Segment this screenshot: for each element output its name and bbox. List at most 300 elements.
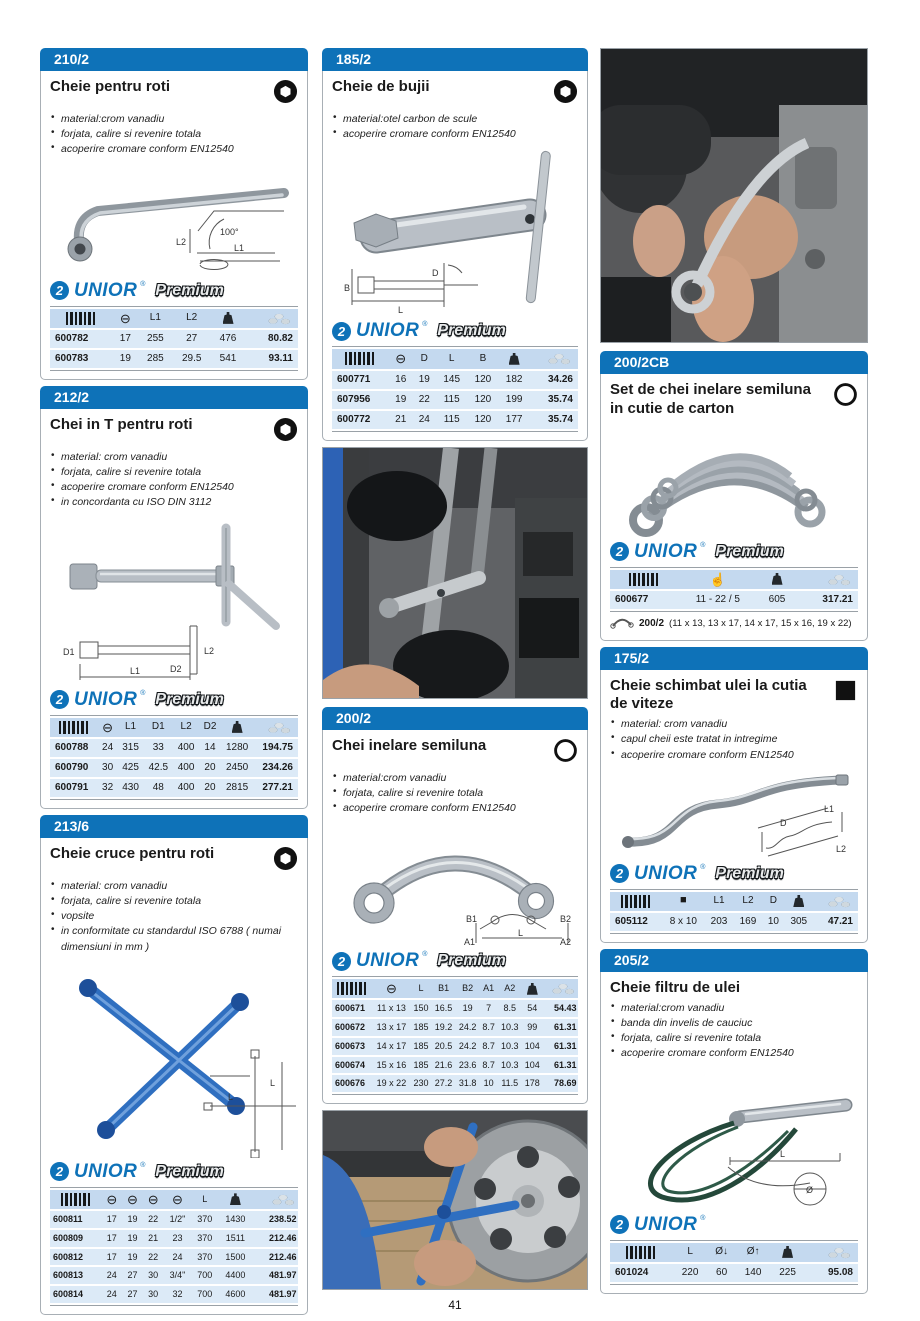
table-cell: 370 [191, 1211, 218, 1228]
feature-item: • forjata, calire si revenire totala [610, 1031, 858, 1046]
table-cell: 600673 [332, 1038, 372, 1055]
section-code: 175/2 [614, 649, 650, 666]
table-cell: 277.21 [253, 779, 298, 797]
feature-item: • material: crom vanadiu [50, 450, 298, 465]
feature-list [50, 112, 298, 158]
table-header-cell [662, 892, 704, 911]
table-cell: 600811 [50, 1211, 101, 1228]
registered-mark: ® [140, 280, 146, 288]
premium-wordmark: Premium [715, 864, 784, 882]
table-cell: 8.7 [480, 1057, 498, 1074]
table-cell: 24 [101, 1286, 122, 1303]
table-cell: 203 [705, 913, 734, 931]
table-cell: 1511 [218, 1230, 252, 1247]
product-title: Cheie schimbat ulei la cutia de viteze [610, 676, 807, 713]
table-header-cell [245, 309, 298, 328]
table-cell: 8 x 10 [662, 913, 704, 931]
table-cell: 255 [138, 330, 172, 348]
table-cell: 145 [436, 371, 467, 389]
table-cell: 31.8 [456, 1075, 480, 1092]
product-title: Cheie filtru de ulei [610, 978, 741, 996]
diagram-label: L [780, 1148, 786, 1159]
hex-icon: ⊖ [127, 1191, 138, 1207]
diagram-label: B1 [466, 914, 478, 925]
table-cell: 17 [101, 1249, 122, 1266]
feature-list [332, 112, 578, 142]
unior-wordmark: UNIOR [634, 1213, 698, 1235]
table-cell: 32 [98, 779, 118, 797]
table-header-cell: L2 [734, 892, 763, 911]
hex-socket-icon [553, 79, 578, 109]
table-header-row [610, 1243, 858, 1262]
feature-list [332, 771, 578, 817]
table-cell: 22 [413, 391, 437, 409]
table-cell: 212.46 [253, 1230, 298, 1247]
premium-wordmark: Premium [155, 690, 224, 708]
table-cell: 234.26 [253, 759, 298, 777]
diagram-label: L [228, 1091, 234, 1102]
table-cell: 600790 [50, 759, 98, 777]
table-cell: 600674 [332, 1057, 372, 1074]
diagram-label: D2 [170, 663, 182, 674]
set-reference: 200/2 [639, 618, 665, 630]
table-row [332, 1000, 578, 1017]
feature-item: • acoperire cromare conform EN12540 [50, 142, 298, 157]
table-cell: 605 [759, 591, 796, 609]
table-row [332, 1019, 578, 1036]
table-cell: 120 [467, 371, 498, 389]
table-cell: 48 [144, 779, 173, 797]
table-row [50, 330, 298, 348]
table-row [332, 1038, 578, 1055]
table-cell: 17 [101, 1230, 122, 1247]
product-title: Chei in T pentru roti [50, 415, 193, 433]
table-header-cell [610, 1243, 673, 1262]
unior-premium-logo [332, 320, 578, 342]
section-code-bar [322, 48, 588, 71]
table-cell: 600809 [50, 1230, 101, 1247]
feature-item: • acoperire cromare conform EN12540 [332, 801, 578, 816]
table-cell: 8.5 [498, 1000, 522, 1017]
table-cell: 8.7 [480, 1019, 498, 1036]
premium-wordmark: Premium [155, 1162, 224, 1180]
barcode-icon [337, 982, 367, 995]
hex-socket-icon [273, 846, 298, 876]
diagram-label: D1 [63, 646, 75, 657]
spec-table [610, 567, 858, 612]
table-header-cell: D [413, 349, 437, 368]
table-header-cell: L1 [138, 309, 172, 328]
table-cell: 61.31 [543, 1038, 578, 1055]
table-row [50, 779, 298, 797]
unior-wordmark: UNIOR [74, 688, 138, 710]
feature-item: • material:crom vanadiu [610, 1001, 858, 1016]
table-cell: 541 [211, 350, 245, 368]
page-number: 41 [448, 1298, 462, 1313]
middle-column [322, 48, 588, 1312]
table-cell: 400 [173, 739, 199, 757]
spec-table [610, 889, 858, 934]
table-cell: 22 [143, 1249, 164, 1266]
table-cell: 10.3 [498, 1019, 522, 1036]
table-cell: 425 [117, 759, 143, 777]
table-cell: 8.7 [480, 1038, 498, 1055]
feature-item: • capul cheii este tratat in intregime [610, 732, 858, 747]
table-cell: 30 [143, 1286, 164, 1303]
table-header-cell [50, 1190, 101, 1209]
table-header-cell: L [410, 979, 431, 998]
table-header-cell: D [762, 892, 784, 911]
table-cell: 16 [389, 371, 413, 389]
hex-icon: ⊖ [172, 1191, 183, 1207]
table-cell: 47.21 [813, 913, 858, 931]
premium-wordmark: Premium [715, 542, 784, 560]
table-header-cell [143, 1190, 164, 1209]
table-cell: 27.2 [432, 1075, 456, 1092]
table-header-cell [253, 718, 298, 737]
table-cell: 27 [172, 330, 210, 348]
feature-item: • acoperire cromare conform EN12540 [50, 480, 298, 495]
diagram-label: L2 [836, 843, 847, 854]
table-header-cell [610, 570, 677, 589]
table-cell: 99 [522, 1019, 543, 1036]
photo-wheel-cross-wrench [322, 1110, 588, 1290]
barcode-icon [66, 312, 96, 325]
table-cell: 317.21 [795, 591, 858, 609]
table-cell: 11.5 [498, 1075, 522, 1092]
table-cell: 178 [522, 1075, 543, 1092]
table-cell: 481.97 [253, 1267, 298, 1284]
table-header-cell [372, 979, 410, 998]
table-cell: 61.31 [543, 1057, 578, 1074]
table-cell: 19 [456, 1000, 480, 1017]
table-header-cell: B [467, 349, 498, 368]
coins-icon [546, 352, 573, 365]
table-cell: 1430 [218, 1211, 252, 1228]
left-column [40, 48, 308, 1321]
diagram-label: L1 [824, 803, 835, 814]
section-code: 205/2 [614, 951, 650, 968]
table-cell: 600772 [332, 411, 389, 429]
spec-table [50, 306, 298, 371]
table-cell: 220 [673, 1264, 707, 1282]
table-header-row [610, 892, 858, 911]
table-row [50, 1267, 298, 1284]
table-cell: 42.5 [144, 759, 173, 777]
table-cell: 182 [499, 371, 530, 389]
table-header-cell [112, 309, 138, 328]
table-cell: 21.6 [432, 1057, 456, 1074]
table-cell: 600813 [50, 1267, 101, 1284]
table-header-cell [610, 892, 662, 911]
table-cell: 19 [389, 391, 413, 409]
feature-item: • forjata, calire si revenire totala [50, 465, 298, 480]
photo-engine-spark-plug-wrench [322, 447, 588, 699]
feature-item: • acoperire cromare conform EN12540 [610, 748, 858, 763]
diagram-label: L2 [176, 236, 187, 247]
table-cell: 150 [410, 1000, 431, 1017]
table-cell: 19 [122, 1249, 143, 1266]
feature-item: • vopsite [50, 909, 298, 924]
section-code-bar [600, 647, 868, 670]
feature-item: • in conformitate cu standardul ISO 6788 ( numai dimensiuni in mm ) [50, 924, 298, 954]
table-header-cell [759, 570, 796, 589]
diagram-label: B [344, 283, 351, 294]
product-image-wrench-set [610, 422, 858, 538]
spec-table [610, 1240, 858, 1285]
premium-wordmark: Premium [155, 281, 224, 299]
table-cell: 370 [191, 1249, 218, 1266]
table-cell: 23 [164, 1230, 192, 1247]
table-cell: 2450 [221, 759, 254, 777]
table-cell: 19 [122, 1230, 143, 1247]
table-header-row [332, 349, 578, 368]
coins-icon [826, 573, 853, 586]
diagram-label: B2 [560, 914, 572, 925]
feature-item: • forjata, calire si revenire totala [50, 127, 298, 142]
product-card-200-2 [322, 707, 588, 1105]
table-header-cell [543, 979, 578, 998]
table-header-cell [211, 309, 245, 328]
table-header-row [332, 979, 578, 998]
table-cell: 19 x 22 [372, 1075, 410, 1092]
table-cell: 430 [117, 779, 143, 797]
table-cell: 115 [436, 411, 467, 429]
table-cell: 14 [199, 739, 221, 757]
section-code-bar [40, 815, 308, 838]
spec-table [332, 346, 578, 431]
section-code-bar [322, 707, 588, 730]
table-cell: 3/4" [164, 1267, 192, 1284]
table-cell: 600676 [332, 1075, 372, 1092]
table-header-cell [805, 1243, 858, 1262]
table-row [332, 371, 578, 389]
feature-item: • material: crom vanadiu [610, 717, 858, 732]
unior-logo-icon: 2 [610, 1215, 629, 1234]
registered-mark: ® [422, 951, 428, 959]
barcode-icon [626, 1246, 656, 1259]
table-header-cell: Ø↑ [736, 1243, 770, 1262]
table-cell: 607956 [332, 391, 389, 409]
table-cell: 19 [413, 371, 437, 389]
table-cell: 4600 [218, 1286, 252, 1303]
table-header-cell: A1 [480, 979, 498, 998]
barcode-icon [621, 895, 651, 908]
table-header-cell [530, 349, 578, 368]
barcode-icon [61, 1193, 91, 1206]
table-cell: 27 [122, 1267, 143, 1284]
table-cell: 185 [410, 1038, 431, 1055]
table-cell: 140 [736, 1264, 770, 1282]
section-code-bar [40, 386, 308, 409]
table-header-cell: L2 [172, 309, 210, 328]
table-cell: 95.08 [805, 1264, 858, 1282]
table-cell: 23.6 [456, 1057, 480, 1074]
table-cell: 601024 [610, 1264, 673, 1282]
table-header-cell: L [436, 349, 467, 368]
hex-icon: ⊖ [119, 310, 131, 326]
diagram-label: L [518, 928, 524, 939]
table-cell: 24 [101, 1267, 122, 1284]
feature-list [50, 879, 298, 955]
unior-wordmark: UNIOR [634, 540, 698, 562]
table-header-cell: B2 [456, 979, 480, 998]
table-header-row [610, 570, 858, 589]
section-code: 212/2 [54, 388, 90, 405]
square-icon: ■ [680, 894, 687, 907]
table-cell: 177 [499, 411, 530, 429]
weight-icon [527, 983, 538, 995]
table-row [50, 350, 298, 368]
coins-icon [826, 895, 853, 908]
product-image-t-wrench [50, 514, 298, 686]
hex-icon: ⊖ [102, 719, 114, 735]
premium-wordmark: Premium [437, 952, 506, 970]
weight-icon [223, 312, 234, 324]
diagram-label: L [398, 305, 404, 316]
table-cell: 600771 [332, 371, 389, 389]
product-card-213-6 [40, 815, 308, 1315]
table-cell: 33 [144, 739, 173, 757]
feature-list [50, 450, 298, 511]
weight-icon [509, 353, 520, 365]
section-code: 213/6 [54, 817, 90, 834]
diagram-label: 100° [220, 226, 239, 237]
table-header-cell: L1 [117, 718, 143, 737]
table-cell: 24 [413, 411, 437, 429]
registered-mark: ® [140, 1161, 146, 1169]
unior-premium-logo [50, 280, 298, 302]
table-cell: 17 [101, 1211, 122, 1228]
unior-premium-logo [332, 950, 578, 972]
product-card-200-2cb [600, 351, 868, 641]
table-cell: 212.46 [253, 1249, 298, 1266]
product-image-oil-filter-wrench [610, 1065, 858, 1211]
weight-icon [232, 721, 243, 733]
weight-icon [782, 1246, 793, 1258]
table-header-cell [122, 1190, 143, 1209]
table-cell: 30 [143, 1267, 164, 1284]
table-header-cell [218, 1190, 252, 1209]
table-row [332, 411, 578, 429]
table-row [50, 739, 298, 757]
table-cell: 29.5 [172, 350, 210, 368]
registered-mark: ® [422, 321, 428, 329]
unior-logo [610, 1214, 858, 1236]
table-cell: 1/2" [164, 1211, 192, 1228]
table-cell: 10 [762, 913, 784, 931]
feature-list [610, 717, 858, 763]
product-image-cross-wrench [50, 958, 298, 1158]
table-header-cell: L2 [173, 718, 199, 737]
table-cell: 61.31 [543, 1019, 578, 1036]
table-row [50, 759, 298, 777]
set-wrench-icon [610, 616, 634, 632]
diagram-label: A1 [464, 937, 476, 948]
table-cell: 20.5 [432, 1038, 456, 1055]
section-code: 200/2CB [614, 354, 670, 370]
product-title: Cheie de bujii [332, 78, 430, 95]
feature-item: • material: crom vanadiu [50, 879, 298, 894]
hex-socket-icon [273, 417, 298, 447]
table-cell: 600671 [332, 1000, 372, 1017]
table-header-cell [332, 979, 372, 998]
table-cell: 315 [117, 739, 143, 757]
table-header-cell [98, 718, 118, 737]
product-card-212-2 [40, 386, 308, 809]
table-row [332, 1075, 578, 1092]
table-cell: 93.11 [245, 350, 298, 368]
table-cell: 24 [98, 739, 118, 757]
feature-item: • material:crom vanadiu [50, 112, 298, 127]
table-cell: 2815 [221, 779, 254, 797]
table-cell: 370 [191, 1230, 218, 1247]
table-cell: 30 [98, 759, 118, 777]
product-card-185-2 [322, 48, 588, 441]
hex-icon: ⊖ [106, 1191, 118, 1207]
feature-item: • forjata, calire si revenire totala [332, 786, 578, 801]
table-cell: 238.52 [253, 1211, 298, 1228]
table-header-cell: Ø↓ [707, 1243, 736, 1262]
table-cell: 20 [199, 779, 221, 797]
table-header-cell [795, 570, 858, 589]
table-row [610, 591, 858, 609]
product-title: Cheie pentru roti [50, 78, 171, 95]
table-row [50, 1211, 298, 1228]
hand-icon: ☝ [709, 571, 726, 587]
table-cell: 605112 [610, 913, 662, 931]
feature-item: • banda din invelis de cauciuc [610, 1016, 858, 1031]
product-card-210-2 [40, 48, 308, 380]
product-image-spark-plug-wrench [332, 145, 578, 317]
hex-socket-icon [273, 79, 298, 109]
weight-icon [793, 895, 804, 907]
product-image-l-wrench [50, 161, 298, 277]
product-card-175-2 [600, 647, 868, 943]
table-header-row [50, 1190, 298, 1209]
table-cell: 481.97 [253, 1286, 298, 1303]
product-title: Chei inelare semiluna [332, 736, 487, 754]
section-code-bar [600, 351, 868, 374]
table-header-cell [164, 1190, 192, 1209]
unior-wordmark: UNIOR [634, 862, 698, 884]
diagram-label: L [270, 1077, 276, 1088]
table-cell: 600782 [50, 330, 112, 348]
table-cell: 225 [770, 1264, 804, 1282]
unior-logo-icon: 2 [50, 690, 69, 709]
hex-icon: ⊖ [385, 981, 397, 997]
unior-logo-icon: 2 [50, 1162, 69, 1181]
ring-icon [553, 738, 578, 768]
premium-wordmark: Premium [437, 322, 506, 340]
unior-wordmark: UNIOR [74, 1160, 138, 1182]
table-cell: 60 [707, 1264, 736, 1282]
feature-item: • acoperire cromare conform EN12540 [610, 1046, 858, 1061]
table-cell: 600791 [50, 779, 98, 797]
feature-item: • forjata, calire si revenire totala [50, 894, 298, 909]
diagram-label: L1 [130, 665, 141, 676]
table-cell: 10.3 [498, 1057, 522, 1074]
registered-mark: ® [700, 863, 706, 871]
table-header-row [50, 309, 298, 328]
feature-item: • material:otel carbon de scule [332, 112, 578, 127]
table-row [610, 1264, 858, 1282]
table-header-cell [784, 892, 813, 911]
table-cell: 400 [173, 779, 199, 797]
table-cell: 600677 [610, 591, 677, 609]
section-code: 210/2 [54, 51, 90, 67]
table-header-cell [677, 570, 759, 589]
